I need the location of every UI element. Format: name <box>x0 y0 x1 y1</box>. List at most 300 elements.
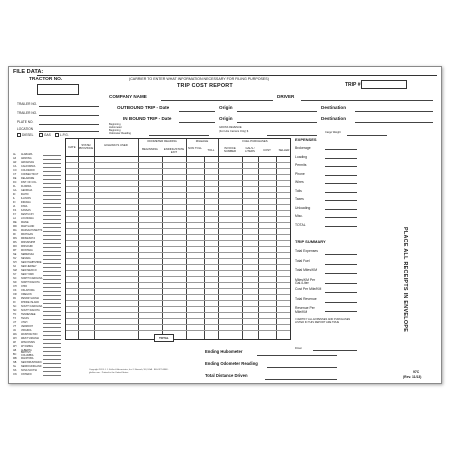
summary-item-field[interactable] <box>325 292 357 293</box>
state-row <box>13 156 61 160</box>
state-name: ALABAMA <box>21 152 33 156</box>
grid-row-line[interactable] <box>66 252 290 253</box>
state-name: MINNESOTA <box>21 236 36 240</box>
state-name: ARKANSAS <box>21 160 35 164</box>
state-name: NEW JERSEY <box>21 264 37 268</box>
state-name: NORTH DAKOTA <box>21 280 40 284</box>
col-odometer: ODOMETER READING <box>147 139 177 143</box>
expense-item-field[interactable] <box>325 226 357 227</box>
state-abbrev: CA <box>13 164 17 168</box>
state-mileage-field[interactable] <box>43 329 61 332</box>
state-name: NEWFOUNDLAND <box>21 364 42 368</box>
state-mileage-field[interactable] <box>43 341 61 344</box>
grid-row-line[interactable] <box>66 270 290 271</box>
state-mileage-field[interactable] <box>43 309 61 312</box>
state-name: MAINE <box>21 220 29 224</box>
expense-item-label: Taxes <box>295 197 304 201</box>
state-row <box>13 212 61 216</box>
state-name: MICHIGAN <box>21 232 33 236</box>
grid-row-line[interactable] <box>66 174 290 175</box>
outbound-label: OUTBOUND TRIP - Date <box>117 105 170 110</box>
grid-col-divider <box>94 139 95 339</box>
trip-summary-title: TRIP SUMMARY <box>295 239 326 244</box>
trailer1-field[interactable] <box>39 106 99 107</box>
expense-item-label: TOTAL <box>295 222 306 227</box>
state-row <box>13 256 61 260</box>
outbound-destination-field[interactable] <box>355 111 433 112</box>
lpg-checkbox[interactable] <box>55 133 59 137</box>
summary-item-label: Miles/KM Per Gal./Liter <box>295 277 316 286</box>
grid-row-line[interactable] <box>66 210 290 211</box>
state-row <box>13 232 61 236</box>
outbound-date-field[interactable] <box>179 111 215 112</box>
state-mileage-field[interactable] <box>43 169 61 172</box>
state-row <box>13 268 61 272</box>
driver-field[interactable] <box>301 100 433 101</box>
state-name: ARIZONA <box>21 156 32 160</box>
total-distance-label: Total Distance Driven <box>205 373 248 378</box>
state-row <box>13 224 61 228</box>
summary-item-field[interactable] <box>325 254 357 255</box>
grid-row-line[interactable] <box>66 276 290 277</box>
state-abbrev: OR <box>13 292 17 296</box>
state-abbrev: IA <box>13 204 16 208</box>
expense-item-field[interactable] <box>325 200 357 201</box>
beginning2-label: Beginning <box>109 129 121 132</box>
state-row <box>13 184 61 188</box>
state-abbrev: SD <box>13 308 17 312</box>
grid-row-line[interactable] <box>66 282 290 283</box>
state-abbrev: NC <box>13 276 17 280</box>
state-mileage-field[interactable] <box>43 297 61 300</box>
grid-row-line[interactable] <box>66 168 290 169</box>
state-abbrev: AB <box>13 348 17 352</box>
state-mileage-field[interactable] <box>43 333 61 336</box>
state-name: BRITISH COLUMBIA <box>21 351 34 357</box>
state-name: SOUTH CAROLINA <box>21 304 43 308</box>
state-mileage-field[interactable] <box>43 337 61 340</box>
location-label: LOCATION <box>17 127 34 131</box>
form-revision: (Rev. 11/13) <box>403 375 422 379</box>
state-mileage-field[interactable] <box>43 373 61 376</box>
grid-row-line[interactable] <box>66 180 290 181</box>
state-mileage-field[interactable] <box>43 233 61 236</box>
state-row <box>13 240 61 244</box>
expense-item-label: Wires <box>295 180 304 184</box>
state-row <box>13 276 61 280</box>
state-name: GEORGIA <box>21 188 33 192</box>
trip-no-field[interactable] <box>361 80 407 89</box>
state-abbrev: OK <box>13 288 17 292</box>
state-abbrev: AR <box>13 160 17 164</box>
gross-revenue-label: GROSS REVENUE <box>219 126 242 129</box>
expense-item-field[interactable] <box>325 149 357 150</box>
state-name: NOVA SCOTIA <box>21 368 38 372</box>
state-row <box>13 216 61 220</box>
grid-row-line[interactable] <box>66 288 290 289</box>
state-mileage-field[interactable] <box>43 265 61 268</box>
hubometer-label: Hubometer <box>109 126 122 129</box>
expense-item-field[interactable] <box>325 217 357 218</box>
summary-item-label: Revenue Per Mile/KM <box>295 306 315 314</box>
state-abbrev: NH <box>13 260 17 264</box>
state-row <box>13 176 61 180</box>
ending-hub-field[interactable] <box>257 355 337 356</box>
ending-odo-field[interactable] <box>267 367 337 368</box>
state-mileage-field[interactable] <box>43 237 61 240</box>
state-mileage-field[interactable] <box>43 261 61 264</box>
grid-col-divider <box>78 139 79 339</box>
state-row <box>13 196 61 200</box>
state-name: WEST VIRGINIA <box>21 336 40 340</box>
ending-odo-label: Ending Odometer Reading <box>205 361 258 366</box>
expense-item-label: Phone <box>295 171 305 176</box>
tractor-no-field[interactable] <box>37 84 79 95</box>
driver-signature-label: Driver <box>295 347 302 350</box>
state-abbrev: VT <box>13 324 17 328</box>
state-name: KANSAS <box>21 208 31 212</box>
expense-item-field[interactable] <box>325 183 357 184</box>
state-row <box>13 372 61 376</box>
outbound-destination-label: Destination <box>321 105 347 110</box>
state-mileage-field[interactable] <box>43 185 61 188</box>
state-mileage-field[interactable] <box>43 257 61 260</box>
state-mileage-field[interactable] <box>43 273 61 276</box>
state-row <box>13 280 61 284</box>
state-name: FLORIDA <box>21 184 32 188</box>
state-row <box>13 332 61 336</box>
location-field[interactable] <box>39 131 99 132</box>
state-abbrev: DC <box>13 180 17 184</box>
summary-item-field[interactable] <box>325 273 357 274</box>
state-name: MARYLAND <box>21 224 35 228</box>
summary-item-label: Total Miles/KM <box>295 268 318 272</box>
state-row <box>13 160 61 164</box>
inbound-origin-field[interactable] <box>237 122 317 123</box>
grid-row-line[interactable] <box>66 318 290 319</box>
state-name: WASHINGTON <box>21 332 38 336</box>
state-mileage-field[interactable] <box>43 269 61 272</box>
state-row <box>13 304 61 308</box>
driver-signature-field[interactable] <box>313 350 357 351</box>
grid-row-line[interactable] <box>66 204 290 205</box>
certify-text: I CERTIFY ALL EXPENSES AND PURCHASES LISTED IN THIS REPORT ARE TRUE <box>295 318 351 325</box>
state-mileage-field[interactable] <box>43 361 61 364</box>
state-row <box>13 228 61 232</box>
expense-item-field[interactable] <box>325 192 357 193</box>
state-abbrev: NE <box>13 252 17 256</box>
state-name: CALIFORNIA <box>21 164 36 168</box>
state-row <box>13 152 61 156</box>
grid-col-divider <box>186 139 187 339</box>
grid-row-line[interactable] <box>66 324 290 325</box>
state-row <box>13 204 61 208</box>
expense-item-field[interactable] <box>325 158 357 159</box>
expense-item-label: Loading <box>295 154 308 159</box>
state-row <box>13 252 61 256</box>
expense-item-label: Permits <box>295 163 307 167</box>
state-row <box>13 192 61 196</box>
state-row <box>13 284 61 288</box>
state-mileage-field[interactable] <box>43 353 61 356</box>
state-mileage-field[interactable] <box>43 249 61 252</box>
state-abbrev: NV <box>13 256 17 260</box>
expense-item-label: Unloading <box>295 205 311 210</box>
state-row <box>13 328 61 332</box>
carrier-note: (CARRIER TO ENTER WHAT INFORMATION NECESSARY FOR FILING PURPOSES) <box>129 77 269 81</box>
summary-item-label: Total Expenses <box>295 249 318 253</box>
state-abbrev: KS <box>13 208 17 212</box>
state-mileage-field[interactable] <box>43 193 61 196</box>
state-row <box>13 248 61 252</box>
odometer-label: Odometer Reading <box>109 132 131 135</box>
state-mileage-field[interactable] <box>43 241 61 244</box>
grid-row-line[interactable] <box>66 294 290 295</box>
state-name: SOUTH DAKOTA <box>21 308 40 312</box>
odometer-field[interactable] <box>149 135 209 136</box>
diesel-checkbox[interactable] <box>17 133 21 137</box>
company-name-field[interactable] <box>161 100 273 101</box>
lpg-label: L.P.G. <box>60 133 69 137</box>
state-row <box>13 352 61 356</box>
col-date: DATE <box>68 145 76 149</box>
state-name: IOWA <box>21 204 28 208</box>
grid-row-line[interactable] <box>66 240 290 241</box>
inbound-date-field[interactable] <box>179 122 215 123</box>
grid-row-line[interactable] <box>66 198 290 199</box>
state-name: OREGON <box>21 292 32 296</box>
grid-row-line[interactable] <box>66 312 290 313</box>
state-mileage-field[interactable] <box>43 161 61 164</box>
grid-total-label: TOTAL <box>154 334 174 342</box>
col-invoice: INVOICE NUMBER <box>223 146 237 154</box>
state-mileage-field[interactable] <box>43 357 61 360</box>
col-nontoll: NON TOLL <box>188 146 202 150</box>
state-row <box>13 316 61 320</box>
state-name: ILLINOIS <box>21 196 31 200</box>
state-row <box>13 188 61 192</box>
state-mileage-field[interactable] <box>43 301 61 304</box>
state-abbrev: NS <box>13 368 17 372</box>
state-row <box>13 236 61 240</box>
state-mileage-field[interactable] <box>43 201 61 204</box>
ending-hub-label: Ending Hubometer <box>205 349 243 354</box>
state-mileage-field[interactable] <box>43 209 61 212</box>
state-name: NEW HAMPSHIRE <box>21 260 42 264</box>
gas-label: GAS <box>44 133 51 137</box>
state-name: OHIO <box>21 284 28 288</box>
grid-row-line[interactable] <box>66 306 290 307</box>
summary-item-label: Total Revenue <box>295 296 317 301</box>
state-mileage-field[interactable] <box>43 325 61 328</box>
state-mileage-field[interactable] <box>43 197 61 200</box>
state-mileage-field[interactable] <box>43 181 61 184</box>
gross-revenue-field[interactable] <box>267 135 317 136</box>
state-row <box>13 260 61 264</box>
copyright-text: Copyright 2013 J. J. Keller & Associates, Inc.® Neenah, WI, USA · 800-327-6868 · jjkeller.com · Printed in the United States <box>89 369 169 374</box>
file-data-rule <box>37 75 437 76</box>
state-name: RHODE ISLAND <box>21 300 39 304</box>
state-mileage-field[interactable] <box>43 221 61 224</box>
state-name: NEW MEXICO <box>21 268 37 272</box>
state-row <box>13 308 61 312</box>
state-name: TENNESSEE <box>21 312 36 316</box>
state-mileage-field[interactable] <box>43 345 61 348</box>
state-mileage-field[interactable] <box>43 313 61 316</box>
inbound-label: IN BOUND TRIP - Date <box>123 116 172 121</box>
grid-row-line[interactable] <box>66 246 290 247</box>
grid-col-divider <box>218 139 219 339</box>
state-name: NEW BRUNSWICK <box>21 360 42 364</box>
state-mileage-field[interactable] <box>43 165 61 168</box>
state-mileage-field[interactable] <box>43 253 61 256</box>
grid-row-line[interactable] <box>66 216 290 217</box>
state-name: IDAHO <box>21 192 29 196</box>
grid-row-line[interactable] <box>66 228 290 229</box>
grid-row-line[interactable] <box>66 330 290 331</box>
state-name: ALBERTA <box>21 348 32 352</box>
state-mileage-field[interactable] <box>43 365 61 368</box>
state-abbrev: TN <box>13 312 17 316</box>
grid-row-line[interactable] <box>66 234 290 235</box>
expense-item-field[interactable] <box>325 175 357 176</box>
state-abbrev: CO <box>13 168 17 172</box>
state-mileage-field[interactable] <box>43 317 61 320</box>
state-mileage-field[interactable] <box>43 281 61 284</box>
trip-no-label: TRIP # <box>345 82 361 88</box>
expense-item-field[interactable] <box>325 166 357 167</box>
file-data-label: FILE DATA: <box>13 69 44 75</box>
state-mileage-field[interactable] <box>43 229 61 232</box>
state-name: OKLAHOMA <box>21 288 35 292</box>
state-abbrev: MI <box>13 232 16 236</box>
expense-item-label: Brokerage <box>295 146 311 150</box>
driver-label: DRIVER <box>277 94 295 99</box>
grid-row-line[interactable] <box>66 162 290 163</box>
state-mileage-field[interactable] <box>43 213 61 216</box>
state-row <box>13 340 61 344</box>
state-name: VERMONT <box>21 324 33 328</box>
plate-field[interactable] <box>39 124 99 125</box>
diesel-label: DIESEL <box>22 133 34 137</box>
outbound-origin-field[interactable] <box>237 111 317 112</box>
grid-row-line[interactable] <box>66 264 290 265</box>
col-mileage: MILEAGE <box>195 139 209 143</box>
summary-item-field[interactable] <box>325 311 357 312</box>
state-mileage-field[interactable] <box>43 277 61 280</box>
state-abbrev: MD <box>13 224 17 228</box>
company-name-label: COMPANY NAME <box>109 94 147 99</box>
summary-item-field[interactable] <box>325 283 357 284</box>
state-abbrev: KY <box>13 212 17 216</box>
state-abbrev: NL <box>13 364 17 368</box>
state-mileage-field[interactable] <box>43 245 61 248</box>
trailer2-field[interactable] <box>39 115 99 116</box>
summary-item-field[interactable] <box>325 264 357 265</box>
gas-checkbox[interactable] <box>39 133 43 137</box>
state-mileage-field[interactable] <box>43 285 61 288</box>
state-row <box>13 368 61 372</box>
state-mileage-field[interactable] <box>43 157 61 160</box>
state-abbrev: IL <box>13 196 15 200</box>
summary-item-field[interactable] <box>325 302 357 303</box>
total-distance-field[interactable] <box>265 379 337 380</box>
state-mileage-field[interactable] <box>43 173 61 176</box>
expenses-title: EXPENSES <box>295 137 317 142</box>
expense-item-label: Tolls <box>295 188 302 193</box>
state-mileage-field[interactable] <box>43 289 61 292</box>
grid-row-line[interactable] <box>66 192 290 193</box>
state-abbrev: DE <box>13 176 17 180</box>
state-abbrev: MB <box>13 356 17 360</box>
state-mileage-field[interactable] <box>43 205 61 208</box>
state-mileage-field[interactable] <box>43 189 61 192</box>
expense-item-field[interactable] <box>325 209 357 210</box>
summary-item-label: Total Fuel <box>295 258 310 263</box>
state-name: MISSISSIPPI <box>21 240 36 244</box>
grid-col-divider <box>138 139 139 339</box>
state-row <box>13 344 61 348</box>
state-mileage-field[interactable] <box>43 321 61 324</box>
inbound-destination-field[interactable] <box>355 122 433 123</box>
state-row <box>13 180 61 184</box>
state-name: DELAWARE <box>21 176 35 180</box>
grid-row-line[interactable] <box>66 258 290 259</box>
state-mileage-field[interactable] <box>43 225 61 228</box>
state-mileage-field[interactable] <box>43 293 61 296</box>
state-row <box>13 288 61 292</box>
trailer2-label: TRAILER NO. <box>17 111 38 115</box>
cargo-weight-field[interactable] <box>347 135 387 136</box>
state-abbrev: NJ <box>13 264 16 268</box>
state-row <box>13 272 61 276</box>
col-toll: TOLL <box>207 148 215 152</box>
state-abbrev: WA <box>13 332 17 336</box>
grid-row-line[interactable] <box>66 186 290 187</box>
state-mileage-field[interactable] <box>43 349 61 352</box>
state-abbrev: NM <box>13 268 17 272</box>
state-abbrev: FL <box>13 184 16 188</box>
outbound-origin-label: Origin <box>219 105 233 110</box>
state-mileage-field[interactable] <box>43 177 61 180</box>
grid-row-line[interactable] <box>66 300 290 301</box>
state-mileage-field[interactable] <box>43 305 61 308</box>
beginning-label: Beginning <box>109 123 121 126</box>
state-abbrev: ND <box>13 280 17 284</box>
inbound-destination-label: Destination <box>321 116 347 121</box>
state-name: UTAH <box>21 320 28 324</box>
state-name: LOUISIANA <box>21 216 34 220</box>
state-name: MISSOURI <box>21 244 33 248</box>
state-abbrev: NB <box>13 360 17 364</box>
state-mileage-field[interactable] <box>43 153 61 156</box>
state-mileage-field[interactable] <box>43 369 61 372</box>
state-abbrev: UT <box>13 320 17 324</box>
tractor-no-label: TRACTOR NO. <box>29 77 63 82</box>
state-row <box>13 336 61 340</box>
state-name: VIRGINIA <box>21 328 32 332</box>
state-name: MASSACHUSETTS <box>21 228 43 232</box>
state-row <box>13 208 61 212</box>
state-row <box>13 360 61 364</box>
state-abbrev: WY <box>13 344 17 348</box>
state-row <box>13 312 61 316</box>
state-name: ONTARIO <box>21 372 32 376</box>
summary-item-label: Cost Per Mile/KM <box>295 287 322 291</box>
state-name: KENTUCKY <box>21 212 35 216</box>
state-mileage-field[interactable] <box>43 217 61 220</box>
grid-row-line[interactable] <box>66 222 290 223</box>
